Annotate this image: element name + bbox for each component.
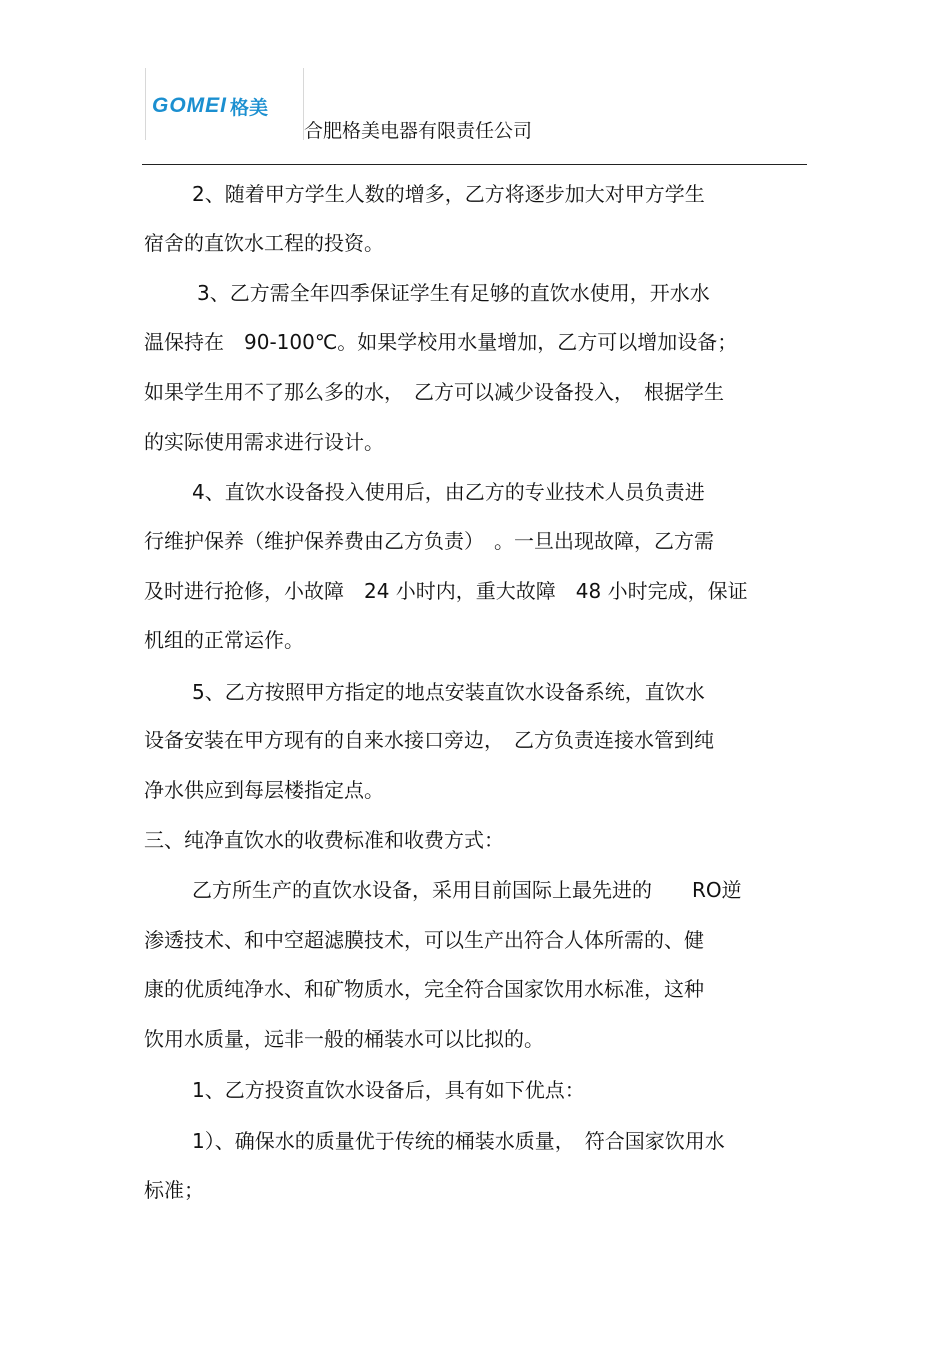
text-line: 1）、确保水的质量优于传统的桶装水质量， 符合国家饮用水 xyxy=(192,1129,725,1153)
text-line: 4、直饮水设备投入使用后，由乙方的专业技术人员负责进 xyxy=(192,480,705,504)
text-line: 行维护保养（维护保养费由乙方负责） 。一旦出现故障，乙方需 xyxy=(144,529,714,553)
text-line: 乙方所生产的直饮水设备，采用目前国际上最先进的 RO逆 xyxy=(192,878,742,902)
text-line: 的实际使用需求进行设计。 xyxy=(144,430,384,454)
text-line: 1、乙方投资直饮水设备后，具有如下优点： xyxy=(192,1078,585,1102)
text-line: 5、乙方按照甲方指定的地点安装直饮水设备系统，直饮水 xyxy=(192,680,705,704)
section-heading: 三、纯净直饮水的收费标准和收费方式： xyxy=(144,828,504,852)
text-line: 温保持在 90-100℃。如果学校用水量增加，乙方可以增加设备； xyxy=(144,330,738,354)
company-name: 合肥格美电器有限责任公司 xyxy=(304,120,533,142)
text-line: 3、乙方需全年四季保证学生有足够的直饮水使用，开水水 xyxy=(197,281,710,305)
text-line: 饮用水质量，远非一般的桶装水可以比拟的。 xyxy=(144,1027,544,1051)
text-line: 设备安装在甲方现有的自来水接口旁边， 乙方负责连接水管到纯 xyxy=(144,728,714,752)
text-line: 2、随着甲方学生人数的增多，乙方将逐步加大对甲方学生 xyxy=(192,182,705,206)
text-line: 机组的正常运作。 xyxy=(144,628,304,652)
logo-latin-text: GOMEI xyxy=(152,94,228,117)
text-line: 标准； xyxy=(144,1178,204,1202)
text-line: 康的优质纯净水、和矿物质水，完全符合国家饮用水标准，这种 xyxy=(144,977,704,1001)
text-line: 宿舍的直饮水工程的投资。 xyxy=(144,231,384,255)
text-line: 如果学生用不了那么多的水， 乙方可以减少设备投入， 根据学生 xyxy=(144,380,724,404)
text-line: 净水供应到每层楼指定点。 xyxy=(144,778,384,802)
text-line: 渗透技术、和中空超滤膜技术，可以生产出符合人体所需的、健 xyxy=(144,928,704,952)
text-line: 及时进行抢修，小故障 24 小时内，重大故障 48 小时完成，保证 xyxy=(144,579,748,603)
header-divider xyxy=(142,164,807,165)
gomei-logo xyxy=(152,93,268,119)
logo-chinese-text: 格美 xyxy=(230,96,269,119)
